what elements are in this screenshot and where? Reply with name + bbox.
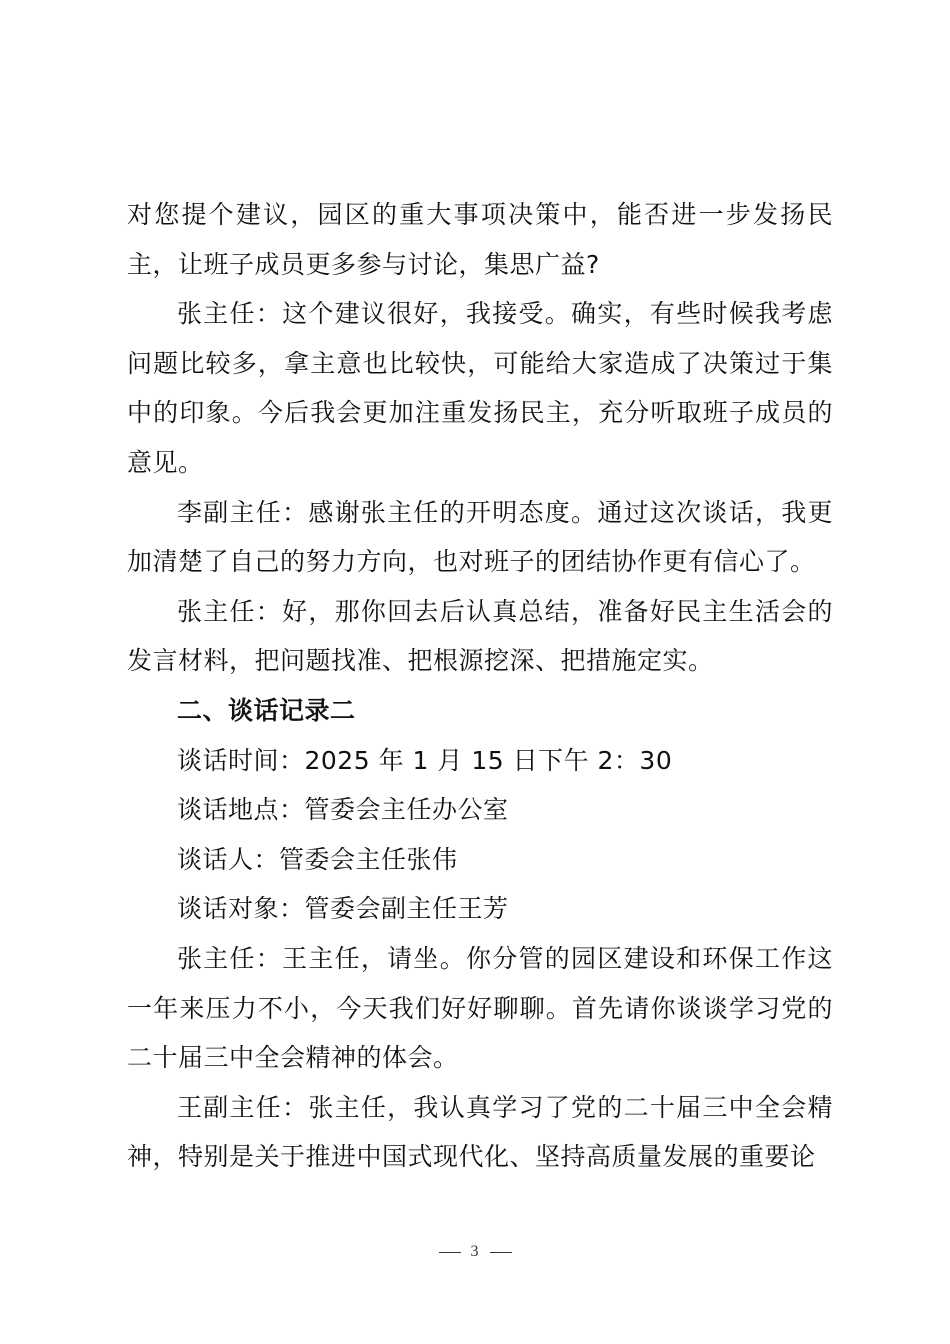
footer-dash-left (439, 1252, 461, 1253)
paragraph-zhang-instruction: 张主任：好，那你回去后认真总结，准备好民主生活会的发言材料，把问题找准、把根源挖深、把措施定实。 (127, 596, 833, 676)
paragraph-continued-suggestion: 对您提个建议，园区的重大事项决策中，能否进一步发扬民主，让班子成员更多参与讨论，集思广益? (127, 200, 833, 279)
page-number: 3 (470, 1243, 480, 1260)
talk-time: 谈话时间：2025 年 1 月 15 日下午 2：30 (177, 745, 673, 775)
paragraph-li-thanks: 李副主任：感谢张主任的开明态度。通过这次谈话，我更加清楚了自己的努力方向，也对班子的团结协作更有信心了。 (127, 497, 833, 577)
talk-location: 谈话地点：管委会主任办公室 (177, 795, 509, 825)
paragraph-zhang-reply: 张主任：这个建议很好，我接受。确实，有些时候我考虑问题比较多，拿主意也比较快，可能给大家造成了决策过于集中的印象。今后我会更加注重发扬民主，充分听取班子成员的意见。 (127, 299, 833, 477)
paragraph-zhang-opening: 张主任：王主任，请坐。你分管的园区建设和环保工作这一年来压力不小，今天我们好好聊聊。首先请你谈谈学习党的二十届三中全会精神的体会。 (127, 943, 833, 1073)
paragraph-wang-response: 王副主任：张主任，我认真学习了党的二十届三中全会精神，特别是关于推进中国式现代化、坚持高质量发展的重要论 (127, 1092, 833, 1172)
section-heading-record-two: 二、谈话记录二 (177, 695, 356, 725)
talk-subject: 谈话对象：管委会副主任王芳 (177, 894, 509, 924)
talk-speaker: 谈话人：管委会主任张伟 (177, 844, 458, 874)
footer-dash-right (490, 1252, 512, 1253)
page-footer (0, 1243, 950, 1261)
document-body (127, 190, 833, 1182)
